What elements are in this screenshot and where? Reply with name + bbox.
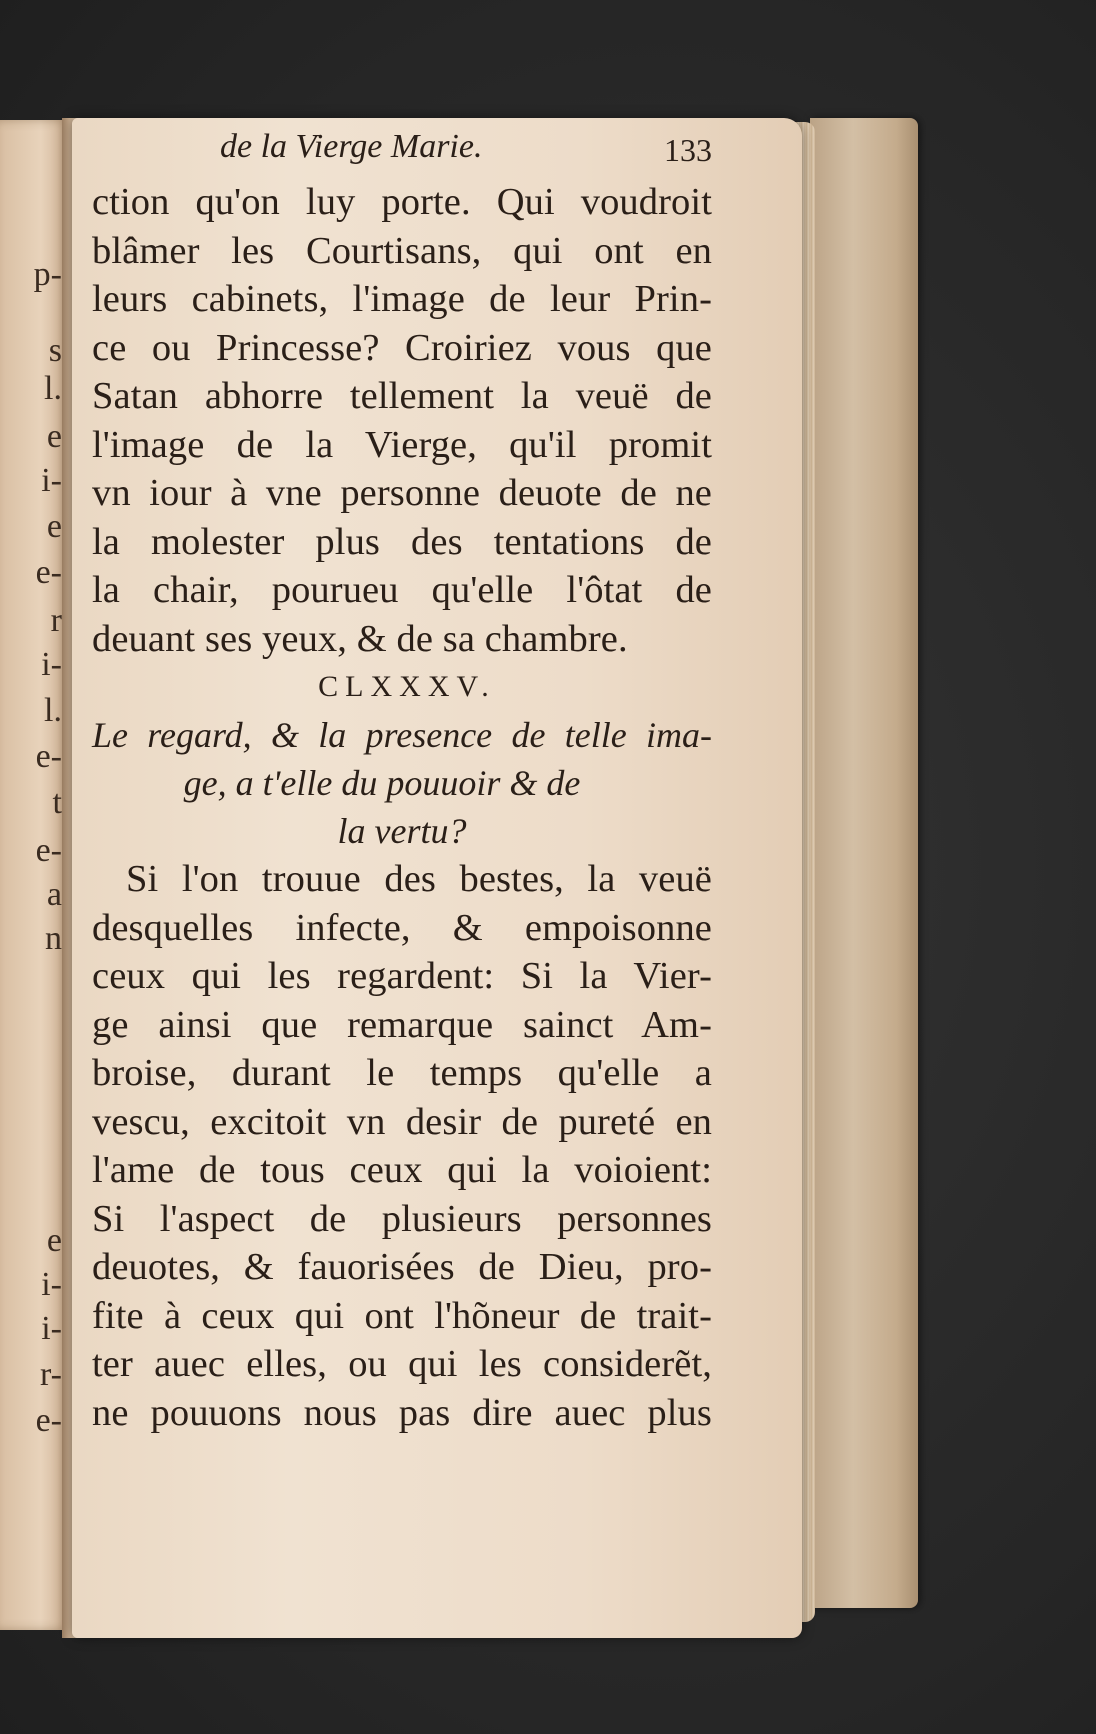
margin-char: s <box>48 332 62 369</box>
page-number: 133 <box>664 132 712 168</box>
page-text-block <box>92 128 712 1437</box>
text-line: Si l'on trouue des bestes, la veuë <box>126 858 712 900</box>
book-cover-edge <box>810 118 918 1608</box>
margin-char: n <box>45 920 62 957</box>
margin-char: e <box>46 508 62 545</box>
margin-char: i- <box>41 646 62 683</box>
text-line: l'image de la Vierge, qu'il promit <box>92 423 712 466</box>
text-line: fite à ceux qui ont l'hõneur de trait- <box>92 1294 712 1337</box>
text-line: ceux qui les regardent: Si la Vier- <box>92 955 712 997</box>
margin-char: e- <box>35 554 62 591</box>
text-line: ction qu'on luy porte. Qui voudroit <box>92 181 712 223</box>
text-line: Satan abhorre tellement la veuë de <box>92 375 712 417</box>
text-line: vn iour à vne personne deuote de ne <box>92 472 712 514</box>
text-line: deuotes, & fauorisées de Dieu, pro- <box>92 1246 712 1288</box>
running-title: de la Vierge Marie. <box>220 128 483 165</box>
section-heading-line: ge, a t'elle du pouuoir & de <box>183 763 581 803</box>
margin-char: l. <box>44 692 62 729</box>
margin-char: e- <box>35 832 62 869</box>
margin-char: a <box>46 876 62 913</box>
text-line: vescu, excitoit vn desir de pureté en <box>92 1100 712 1143</box>
text-line: Si l'aspect de plusieurs personnes <box>92 1197 712 1240</box>
margin-char: l. <box>44 370 62 407</box>
margin-char: p- <box>33 256 62 293</box>
margin-char: r <box>50 602 62 639</box>
margin-char: t <box>52 784 62 821</box>
section-heading-line: Le regard, & la presence de telle ima- <box>92 715 712 755</box>
facing-page-margin-text <box>0 120 68 1630</box>
text-line: ne pouuons nous pas dire auec plus <box>92 1391 712 1434</box>
text-line: desquelles infecte, & empoisonne <box>92 906 712 949</box>
text-line: ce ou Princesse? Croiriez vous que <box>92 326 712 369</box>
text-line: ge ainsi que remarque sainct Am- <box>92 1003 712 1046</box>
margin-char: i- <box>41 1266 62 1303</box>
margin-char: e- <box>35 1402 62 1439</box>
text-line: blâmer les Courtisans, qui ont en <box>92 229 712 272</box>
margin-char: r- <box>40 1356 62 1393</box>
section-heading-line: la vertu? <box>337 811 467 851</box>
margin-char: e- <box>35 738 62 775</box>
text-line: ter auec elles, ou qui les considerẽt, <box>92 1343 712 1385</box>
text-line: deuant ses yeux, & de sa chambre. <box>92 617 628 660</box>
margin-char: i- <box>41 462 62 499</box>
text-line: la molester plus des tentations de <box>92 520 712 563</box>
text-line: l'ame de tous ceux qui la voioient: <box>92 1149 712 1191</box>
text-line: broise, durant le temps qu'elle a <box>92 1052 712 1094</box>
page-header <box>92 128 712 178</box>
facing-page-left <box>0 120 68 1630</box>
margin-char: e <box>46 418 62 455</box>
margin-char: e <box>46 1222 62 1259</box>
section-number: CLXXXV. <box>318 670 496 703</box>
text-line: leurs cabinets, l'image de leur Prin- <box>92 278 712 320</box>
text-line: la chair, pourueu qu'elle l'ôtat de <box>92 569 712 611</box>
margin-char: i- <box>41 1310 62 1347</box>
